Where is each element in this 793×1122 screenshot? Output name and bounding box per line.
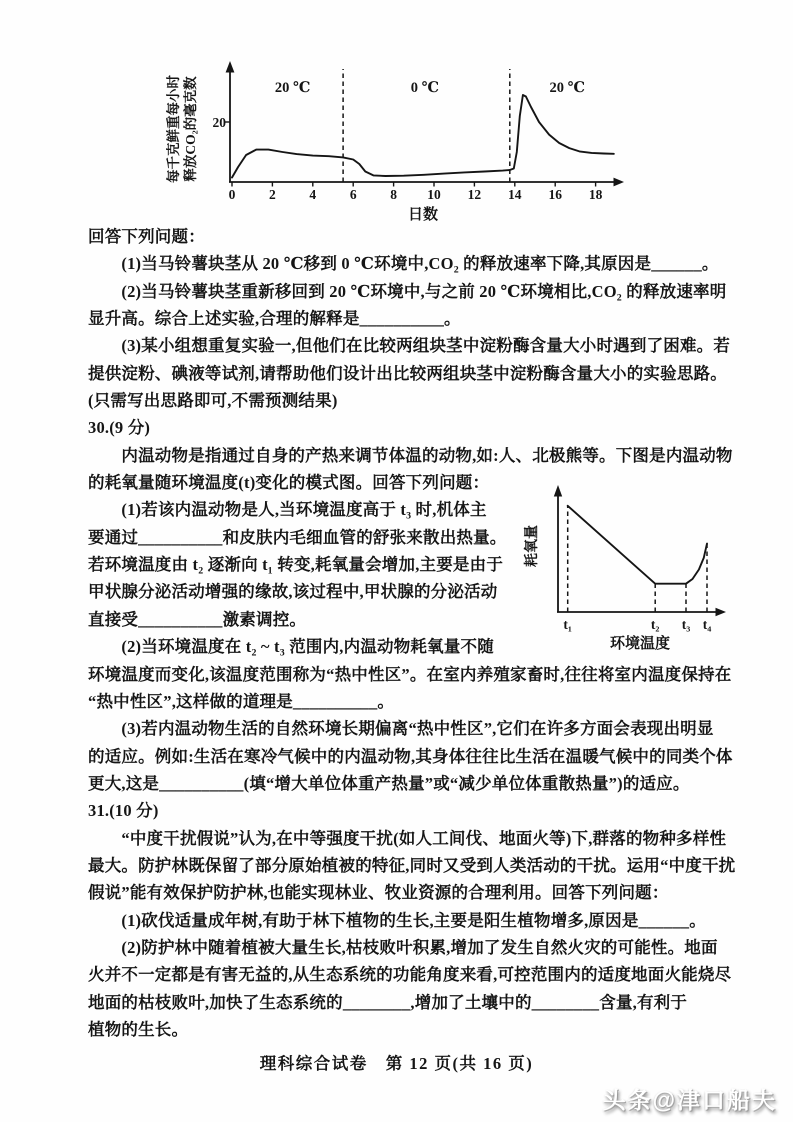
oxygen-consumption-chart [520,474,745,656]
zone-label: 0 ℃ [410,80,440,96]
text-line: 火并不一定都是有害无益的,从生态系统的功能角度来看,可控范围内的适度地面火能烧尽 [88,965,732,985]
x-tick-label: 18 [588,187,603,202]
text-line: 回答下列问题： [88,227,205,246]
text-line: 要通过__________和皮肤内毛细血管的舒张来散出热量。 [88,527,507,547]
text-line: “热中性区”,这样做的道理是__________。 [88,691,395,711]
text-line: (1)若该内温动物是人,当环境温度高于 t₃ 时,机体主 [88,500,487,520]
text-line: 假说”能有效保护防护林,也能实现林业、牧业资源的合理利用。回答下列问题： [88,883,669,903]
zone-label: 20 ℃ [549,80,586,96]
y-tick-label: 20 [212,115,226,130]
x-tick-label: t₃ [681,617,691,632]
watermark: 头条@津口船夫 [602,1087,777,1113]
x-axis-label: 环境温度 [609,636,671,652]
oxygen-consumption-curve [568,506,707,584]
x-tick-label: t₄ [702,617,712,632]
question-number: 31.(10 分) [88,801,159,821]
co2-release-chart [158,54,638,224]
text-line: 更大,这是__________(填“增大单位体重产热量”或“减少单位体重散热量”)的适应。 [88,773,690,793]
text-line: 若环境温度由 t₂ 逐渐向 t₁ 转变,耗氧量会增加,主要是由于 [88,555,504,575]
y-axis-label-text: 耗氧量 [525,525,540,567]
text-line: 最大。防护林既保留了部分原始植被的特征,同时又受到人类活动的干扰。运用“中度干扰 [88,855,736,875]
co2-release-curve [232,95,614,178]
text-line: 地面的枯枝败叶,加快了生态系统的________,增加了土壤中的________含量,有利于 [88,992,688,1012]
x-tick-label: t₂ [650,617,660,632]
text-line: 环境温度而变化,该温度范围称为“热中性区”。在室内养殖家畜时,往往将室内温度保持在 [88,664,732,684]
text-line: 显升高。综合上述实验,合理的解释是__________。 [88,309,461,329]
text-line: (3)若内温动物生活的自然环境长期偏离“热中性区”,它们在许多方面会表现出明显 [88,719,714,739]
y-axis-label-line2: 释放CO₂的毫克数 [183,76,198,182]
text-line: (只需写出思路即可,不需预测结果) [88,391,338,411]
text-line: 内温动物是指通过自身的产热来调节体温的动物,如:人、北极熊等。下图是内温动物 [88,445,733,465]
temperature-zone-labels [275,80,585,96]
text-line: (2)当环境温度在 t₂ ~ t₃ 范围内,内温动物耗氧量不随 [88,637,494,657]
zone-label: 20 ℃ [274,80,311,96]
x-tick-label: 10 [427,187,441,202]
text-line: 的耗氧量随环境温度(t)变化的模式图。回答下列问题： [88,473,490,493]
text-line: (2)当马铃薯块茎重新移回到 20 ℃环境中,与之前 20 ℃环境相比,CO₂ 的释放速率明 [88,281,727,301]
text-line: (3)某小组想重复实验一,但他们在比较两组块茎中淀粉酶含量大小时遇到了困难。若 [88,336,731,356]
text-line: (1)当马铃薯块茎从 20 ℃移到 0 ℃环境中,CO₂ 的释放速率下降,其原因是______。 [88,254,719,274]
x-tick-label: 6 [349,187,357,202]
x-tick-label: 16 [548,187,562,202]
x-tick-label: 0 [228,187,236,202]
text-line: 的适应。例如:生活在寒冷气候中的内温动物,其身体往往比生活在温暖气候中的同类个体 [88,746,733,766]
x-tick-labels [229,187,603,202]
y-axis [554,485,562,612]
y-axis-label-line1: 每千克鲜重每小时 [166,75,181,183]
text-line: 直接受__________激素调控。 [88,609,307,629]
x-axis [229,178,624,223]
text-line: “中度干扰假说”认为,在中等强度干扰(如人工间伐、地面火等)下,群落的物种多样性 [88,828,727,848]
page-footer: 理科综合试卷 第 12 页(共 16 页) [259,1054,534,1073]
x-tick-label: 4 [309,187,317,202]
x-tick-labels [563,617,711,632]
x-tick-label: t₁ [563,617,572,632]
text-line: (1)砍伐适量成年树,有助于林下植物的生长,主要是阳生植物增多,原因是______。 [88,910,706,930]
reference-dashed-lines [568,506,707,612]
x-tick-label: 2 [269,187,276,202]
y-axis [213,61,235,182]
x-axis [557,608,726,652]
x-tick-label: 8 [390,187,397,202]
text-line: 植物的生长。 [88,1019,189,1039]
text-line: 提供淀粉、碘液等试剂,请帮助他们设计出比较两组块茎中淀粉酶含量大小的实验思路。 [88,363,727,383]
question-number: 30.(9 分) [88,418,151,438]
text-line: (2)防护林中随着植被大量生长,枯枝败叶积累,增加了发生自然火灾的可能性。地面 [88,937,718,957]
x-axis-label: 日数 [407,207,439,223]
x-tick-label: 12 [467,187,482,202]
y-axis-label [165,75,198,183]
y-axis-label [523,525,540,567]
x-tick-label: 14 [508,187,522,202]
text-line: 甲状腺分泌活动增强的缘故,该过程中,甲状腺的分泌活动 [88,582,498,602]
